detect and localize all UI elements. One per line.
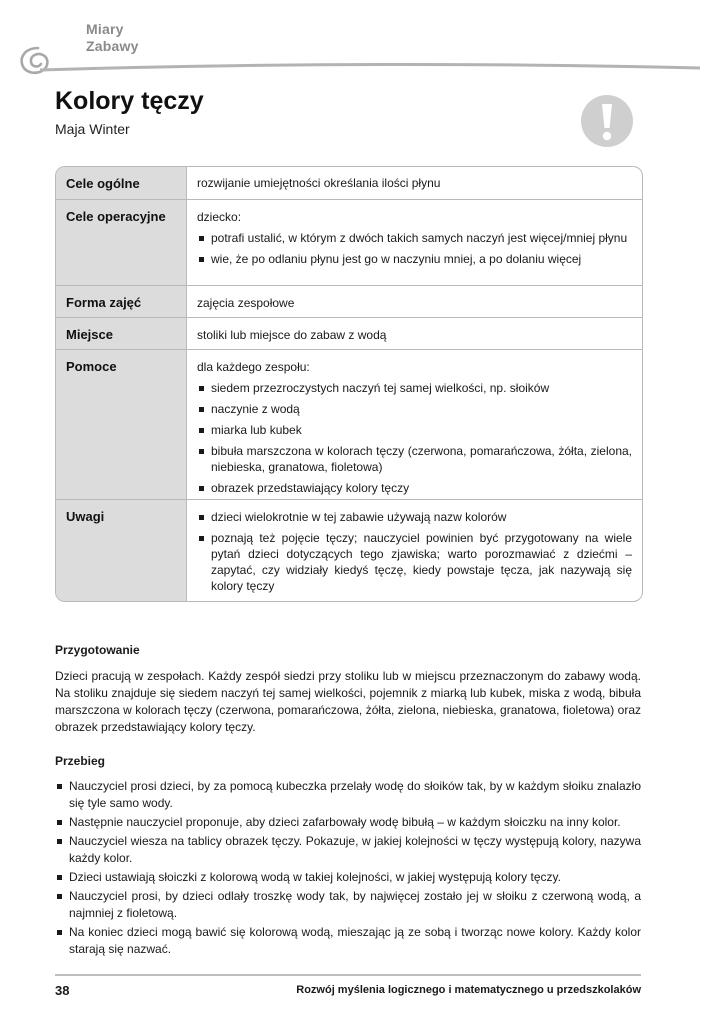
author-name: Maja Winter [55,121,130,137]
page-number: 38 [55,983,70,998]
value-pomoce [197,359,632,496]
value-cele-ogolne: rozwijanie umiejętności określania ilości płynu [197,176,441,190]
list-item: wie, że po odlaniu płynu jest go w naczyniu mniej, a po dolaniu więcej [197,251,632,267]
exclamation-icon [580,94,634,148]
label-cele-operacyjne: Cele operacyjne [66,209,166,224]
list-item: naczynie z wodą [197,401,632,417]
row-cele-ogolne [56,167,642,197]
pomoce-list [197,380,632,496]
list-item: potrafi ustalić, w którym z dwóch takich samych naczyń jest więcej/mniej płynu [197,230,632,246]
row-forma-zajec [56,285,642,318]
label-forma-zajec: Forma zajęć [66,295,142,310]
label-cele-ogolne: Cele ogólne [66,176,140,191]
list-item: Na koniec dzieci mogą bawić się kolorową wodą, mieszając ją ze sobą i tworząc nowe kolory. Każdy kolor starają się nazwać. [55,924,641,958]
value-cele-operacyjne [197,209,632,267]
section-title-przygotowanie: Przygotowanie [55,643,140,657]
page-title: Kolory tęczy [55,87,204,115]
cele-operacyjne-intro: dziecko: [197,210,242,224]
value-uwagi [197,504,632,594]
book-title: Rozwój myślenia logicznego i matematycznego u przedszkolaków [296,984,641,996]
header-swoosh-line [40,58,700,74]
label-uwagi: Uwagi [66,509,105,524]
uwagi-list [197,509,632,594]
label-miejsce: Miejsce [66,327,113,342]
list-item: siedem przezroczystych naczyń tej samej wielkości, np. słoików [197,380,632,396]
list-item: dzieci wielokrotnie w tej zabawie używają nazw kolorów [197,509,632,525]
section-title-przebieg: Przebieg [55,754,106,768]
list-item: Nauczyciel wiesza na tablicy obrazek tęczy. Pokazuje, w jakiej kolejności w tęczy występują kolory, nazywa każdy kolor. [55,833,641,867]
row-uwagi [56,499,642,602]
list-item: obrazek przedstawiający kolory tęczy [197,480,632,496]
list-item: Następnie nauczyciel proponuje, aby dzieci zafarbowały wodę bibułą – w każdym słoiczku na inny kolor. [55,814,641,831]
header-subcategory: Zabawy [86,38,139,54]
row-miejsce [56,317,642,350]
list-item: Dzieci ustawiają słoiczki z kolorową wodą w takiej kolejności, w jakiej występują kolory tęczy. [55,869,641,886]
list-item: poznają też pojęcie tęczy; nauczyciel powinien być przygotowany na wiele pytań dzieci dotyczących tego zjawiska; warto porozmawiać z dziećmi – zapytać, czy widziały kiedyś tęczę, kiedy powstaje tęcza, jak nazywają się kolory tęczy [197,530,632,594]
list-item: Nauczyciel prosi, by dzieci odlały troszkę wody tak, by najwięcej zostało jej w słoiku z czerwoną wodą, a najmniej z fioletową. [55,888,641,922]
row-cele-operacyjne [56,199,642,286]
list-item: miarka lub kubek [197,422,632,438]
lesson-info-table [55,166,643,602]
przygotowanie-text: Dzieci pracują w zespołach. Każdy zespół siedzi przy stoliku lub w miejscu przeznaczonym do zabawy wodą. Na stoliku znajduje się siedem naczyń tej samej wielkości, pojemnik z miarką lub kubek, miska z wodą, bibuła marszczona w kolorach tęczy (czerwona, pomarańczowa, żółta, zielona, niebieska, granatowa, fioletowa) oraz obrazek przedstawiający kolory tęczy. [55,669,641,734]
przebieg-list [55,778,641,960]
cele-operacyjne-list [197,230,632,267]
pomoce-intro: dla każdego zespołu: [197,360,310,374]
list-item: bibuła marszczona w kolorach tęczy (czerwona, pomarańczowa, żółta, zielona, niebieska, granatowa, fioletowa) [197,443,632,475]
list-item: Nauczyciel prosi dzieci, by za pomocą kubeczka przelały wodę do słoików tak, by w każdym słoiku znalazło się tyle samo wody. [55,778,641,812]
label-pomoce: Pomoce [66,359,117,374]
value-forma-zajec: zajęcia zespołowe [197,296,295,310]
value-miejsce: stoliki lub miejsce do zabaw z wodą [197,328,387,342]
footer-divider [55,974,641,976]
header-category: Miary [86,21,124,37]
row-pomoce [56,349,642,500]
